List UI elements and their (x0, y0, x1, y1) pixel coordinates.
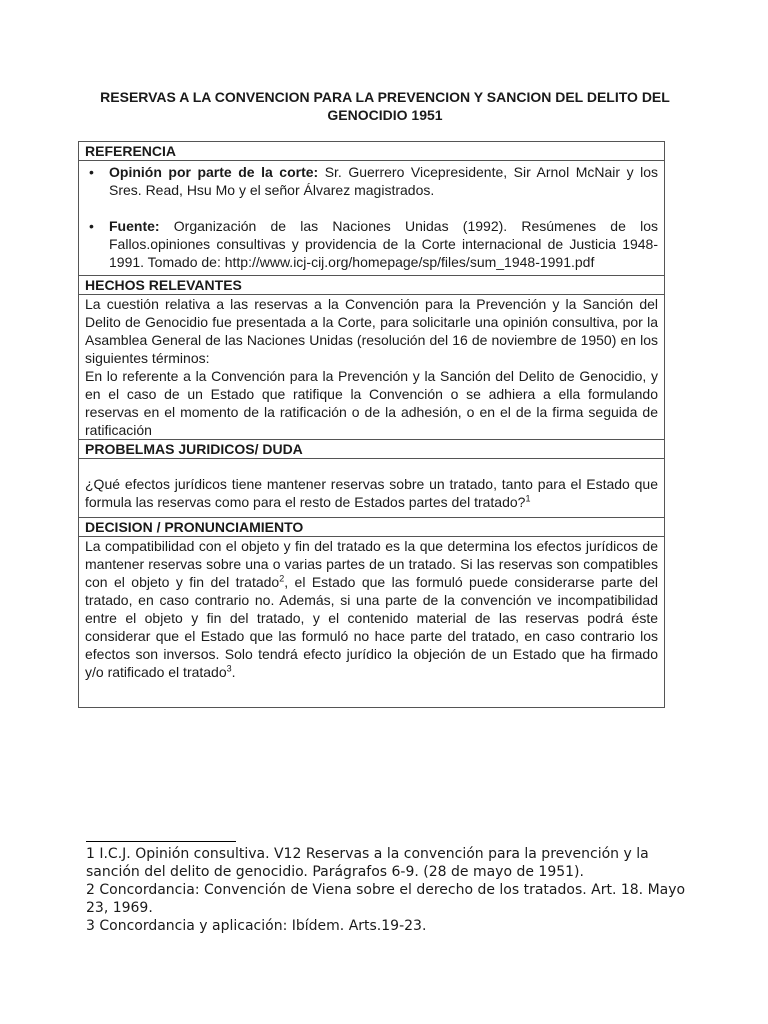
decision-text-b: , el Estado que las formuló puede considerarse parte del tratado, en caso contrario no. Además, si una parte de la convención ve incompatibilidad entre el objeto y fin del tratado, y el contenido material de las reservas podrá éste considerar que el Estado que las formuló no hace parte del tratado, en caso contrario los efectos son inversos. Solo tendrá efecto jurídico la objeción de un Estado que ha firmado y/o ratificado el tratado (85, 574, 658, 680)
footnote-1: 1 I.C.J. Opinión consultiva. V12 Reservas a la convención para la prevención y la sanción del delito de genocidio. Parágrafos 6-9. (28 de mayo de 1951). (86, 846, 649, 880)
summary-table (78, 141, 665, 708)
opinion-label: Opinión por parte de la corte: (109, 164, 319, 180)
decision-text-a: La compatibilidad con el objeto y fin del tratado es la que determina los efectos jurídicos de mantener reservas sobre una o varias partes de un tratado. Si las reservas son compatibles con el objeto y fin del tratado (85, 538, 658, 590)
footnote-2: 2 Concordancia: Convención de Viena sobre el derecho de los tratados. Art. 18. Mayo 23, 1969. (86, 882, 686, 916)
referencia-body (79, 161, 665, 276)
opinion-text: Sr. Guerrero Vicepresidente, Sir Arnol McNair y los Sres. Read, Hsu Mo y el señor Álvarez magistrados. (109, 164, 658, 198)
footnote-ref-3[interactable]: 3 (226, 663, 232, 674)
referencia-header: REFERENCIA (79, 142, 665, 161)
problemas-text: ¿Qué efectos jurídicos tiene mantener reservas sobre un tratado, tanto para el Estado que formula las reservas como para el resto de Estados partes del tratado? (85, 476, 658, 510)
footnotes (86, 845, 686, 935)
document-title: RESERVAS A LA CONVENCION PARA LA PREVENCION Y SANCION DEL DELITO DEL GENOCIDIO 1951 (100, 89, 670, 123)
footnote-ref-1[interactable]: 1 (525, 493, 531, 504)
footnote-3: 3 Concordancia y aplicación: Ibídem. Arts.19-23. (86, 918, 427, 934)
decision-text-c: . (231, 664, 236, 680)
fuente-text: Organización de las Naciones Unidas (1992). Resúmenes de los Fallos.opiniones consultivas y providencia de la Corte internacional de Justicia 1948-1991. Tomado de: http://www.icj-cij.org/homepage/sp/files/sum_1948-1991.pdf (109, 218, 658, 270)
problemas-body (79, 459, 665, 518)
footnote-separator (86, 841, 236, 842)
fuente-item (89, 217, 658, 271)
hechos-paragraph-1: La cuestión relativa a las reservas a la Convención para la Prevención y la Sanción del Delito de Genocidio fue presentada a la Corte, para solicitarle una opinión consultiva, por la Asamblea General de las Naciones Unidas (resolución del 16 de noviembre de 1950) en los siguientes términos: (85, 296, 658, 366)
fuente-label: Fuente: (109, 218, 160, 234)
bullet-icon: • (89, 164, 94, 180)
bullet-icon: • (89, 218, 94, 234)
opinion-item (89, 163, 658, 199)
hechos-body (79, 295, 665, 440)
decision-header: DECISION / PRONUNCIAMIENTO (79, 518, 665, 537)
footnote-ref-2[interactable]: 2 (279, 573, 285, 584)
hechos-paragraph-2: En lo referente a la Convención para la Prevención y la Sanción del Delito de Genocidio, y en el caso de un Estado que ratifique la Convención o se adhiera a ella formulando reservas en el momento de la ratificación o de la adhesión, o en el de la firma seguida de ratificación (85, 368, 658, 438)
problemas-header: PROBELMAS JURIDICOS/ DUDA (79, 440, 665, 459)
decision-body (79, 537, 665, 708)
hechos-header: HECHOS RELEVANTES (79, 276, 665, 295)
